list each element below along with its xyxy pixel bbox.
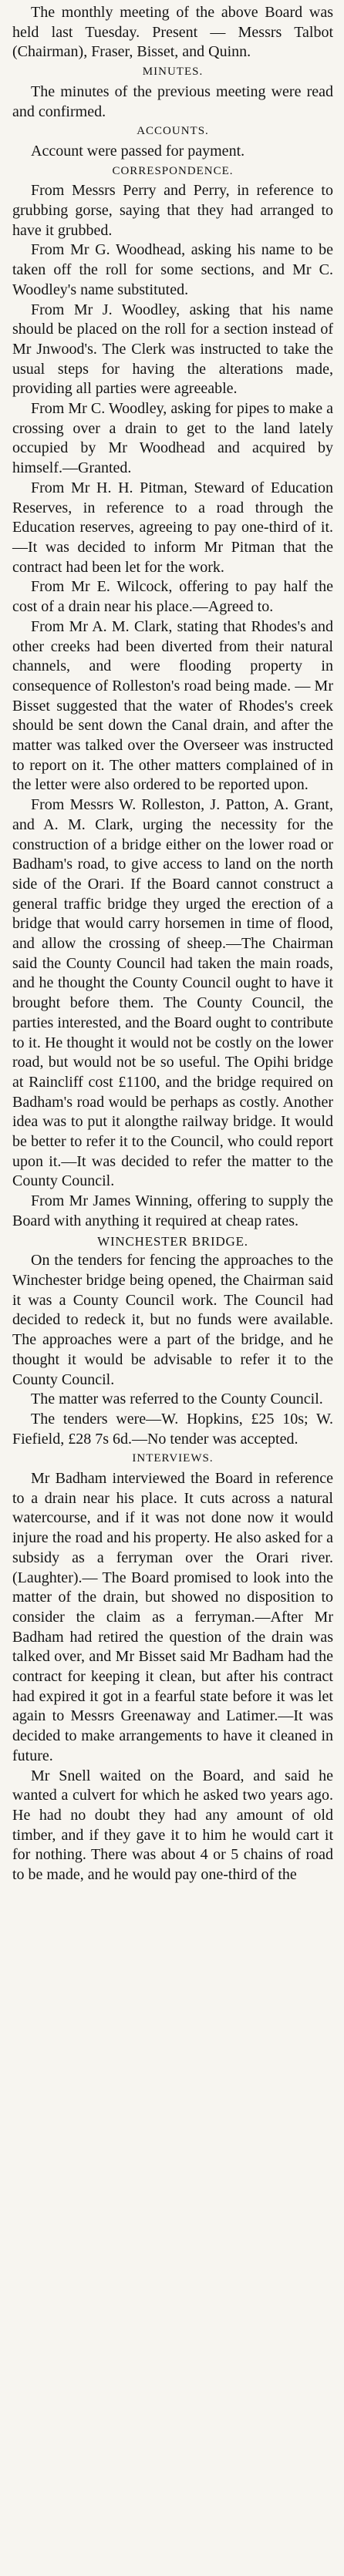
paragraph: Mr Badham interviewed the Board in reference to a drain near his place. It cuts across a natural watercourse, and if it was not done now it would injure the road and his property. He also asked for a subsidy as a ferryman over the Orari river. (Laughter).— The Board promised to look into the matter of the drain, but showed no disposition to consider the claim as a ferryman.—After Mr Badham had retired the question of the drain was talked over, and Mr Bisset said Mr Badham had the contract for keeping it clean, but after his contract had expired it got in a fearful state before it was let again to Messrs Greenaway and Latimer.—It was decided to make arrangements to have it cleaned in future. <box>12 1470 333 1764</box>
paragraph: The minutes of the previous meeting were read and confirmed. <box>12 82 333 120</box>
paragraph: From Messrs Perry and Perry, in reference to grubbing gorse, saying that they had arranged to have it grubbed. <box>12 182 333 239</box>
section-heading: MINUTES. <box>142 66 204 79</box>
paragraph: From Mr A. M. Clark, stating that Rhodes's and other creeks had been diverted from their natural channels, and were flooding property in consequence of Rolleston's road being made. — Mr Bisset suggested that the water of Rhodes's creek should be sent down the Canal drain, and after the matter was talked over the Overseer was instructed to report on it. The other matters complained of in the letter were also ordered to be reported upon. <box>12 617 333 794</box>
paragraph: The monthly meeting of the above Board was held last Tuesday. Present — Messrs Talbot (Chairman), Fraser, Bisset, and Quinn. <box>12 4 333 61</box>
section-heading: ACCOUNTS. <box>137 125 209 138</box>
paragraph: From Messrs W. Rolleston, J. Patton, A. Grant, and A. M. Clark, urging the necessity for the construction of a bridge either on the lower road or Badham's road, to give access to land on the north side of the Orari. If the Board cannot construct a general traffic bridge they urged the erection of a bridge that would carry horsemen in time of flood, and allow the crossing of sheep.—The Chairman said the County Council had taken the main roads, and he thought the County Council ought to have it brought before them. The County Council, the parties interested, and the Board ought to contribute to it. He thought it would not be costly on the lower road, but would not be so useful. The Opihi bridge at Raincliff cost £1100, and the bridge required on Badham's road would be perhaps as costly. Another idea was to put it alongthe railway bridge. It would be better to refer it to the Council, who could report upon it.—It was decided to refer the matter to the County Council. <box>12 796 333 1190</box>
paragraph: From Mr E. Wilcock, offering to pay half the cost of a drain near his place.—Agreed to. <box>12 578 333 616</box>
section-heading: WINCHESTER BRIDGE. <box>97 1233 248 1249</box>
paragraph: From Mr C. Woodley, asking for pipes to make a crossing over a drain to get to the land lately occupied by Mr Woodhead and acquired by himself.—Granted. <box>12 400 333 477</box>
paragraph: On the tenders for fencing the approaches to the Winchester bridge being opened, the Chairman said it was a County Council work. The Council had decided to redeck it, but no funds were available. The approaches were a part of the bridge, and he thought it would be advisable to refer it to the County Council. <box>12 1252 333 1388</box>
paragraph: From Mr H. H. Pitman, Steward of Education Reserves, in reference to a road through the Education reserves, agreeing to pay one-third of it. —It was decided to inform Mr Pitman that the contract had been let for the work. <box>12 479 333 576</box>
paragraph: The tenders were—W. Hopkins, £25 10s; W. Fiefield, £28 7s 6d.—No tender was accepted. <box>12 1410 333 1448</box>
paragraph: From Mr G. Woodhead, asking his name to be taken off the roll for some sections, and Mr C. Woodley's name substituted. <box>12 241 333 298</box>
paragraph: Mr Snell waited on the Board, and said he wanted a culvert for which he asked two years ago. He had no doubt they had any amount of old timber, and if they gave it to him he would cart it for nothing. There was about 4 or 5 chains of road to be made, and he would pay one-third of the <box>12 1767 333 1884</box>
paragraph: From Mr J. Woodley, asking that his name should be placed on the roll for a section instead of Mr Jnwood's. The Clerk was instructed to take the usual steps for having the alterations made, providing all parties were agreeable. <box>12 301 333 398</box>
paragraph: From Mr James Winning, offering to supply the Board with anything it required at cheap rates. <box>12 1192 333 1229</box>
section-heading: INTERVIEWS. <box>132 1452 214 1465</box>
section-heading: CORRESPONDENCE. <box>112 164 234 177</box>
paragraph: The matter was referred to the County Council. <box>31 1391 323 1408</box>
paragraph: Account were passed for payment. <box>31 142 245 160</box>
